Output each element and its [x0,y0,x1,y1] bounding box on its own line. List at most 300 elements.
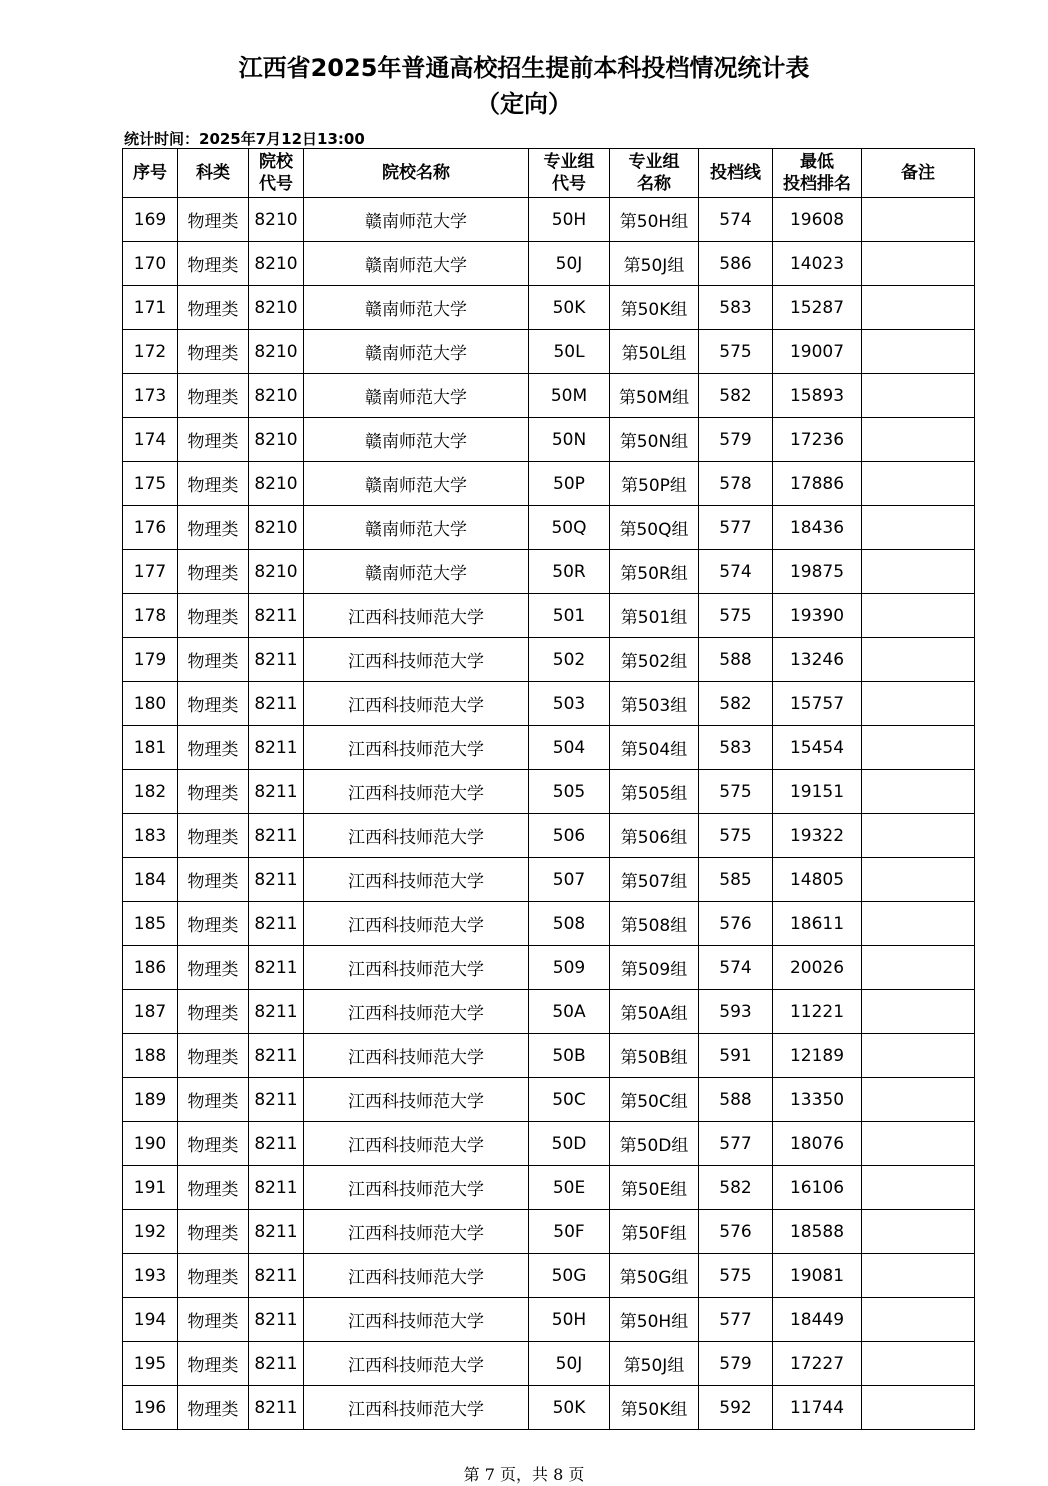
table-row [123,1122,975,1166]
table-row [123,814,975,858]
cell-group-name: 第50P组 [610,462,699,506]
cell-category: 物理类 [178,1386,249,1430]
table-row [123,638,975,682]
cell-note [862,990,975,1034]
cell-category: 物理类 [178,902,249,946]
cell-school-name: 江西科技师范大学 [304,1122,529,1166]
cell-category: 物理类 [178,1034,249,1078]
cell-school-code: 8211 [249,1386,304,1430]
cell-category: 物理类 [178,1342,249,1386]
cell-school-name: 江西科技师范大学 [304,638,529,682]
cell-note [862,1210,975,1254]
cell-seq: 173 [123,374,178,418]
cell-score-line: 577 [699,1298,773,1342]
cell-group-name: 第508组 [610,902,699,946]
header-row [123,149,975,198]
table-row [123,990,975,1034]
table-row [123,418,975,462]
table-row [123,770,975,814]
cell-school-code: 8211 [249,1122,304,1166]
header-group-code-line2: 代号 [552,174,586,194]
cell-group-code: 50D [529,1122,610,1166]
cell-note [862,550,975,594]
cell-score-line: 591 [699,1034,773,1078]
cell-min-rank: 15757 [773,682,862,726]
cell-group-code: 50K [529,1386,610,1430]
header-school-code-line1: 院校 [259,152,293,172]
cell-seq: 179 [123,638,178,682]
cell-school-code: 8211 [249,814,304,858]
cell-score-line: 577 [699,506,773,550]
cell-group-name: 第50M组 [610,374,699,418]
cell-school-name: 赣南师范大学 [304,330,529,374]
cell-category: 物理类 [178,946,249,990]
cell-school-name: 江西科技师范大学 [304,682,529,726]
header-min-rank [773,149,862,198]
cell-note [862,814,975,858]
cell-category: 物理类 [178,858,249,902]
header-note: 备注 [862,149,975,198]
cell-category: 物理类 [178,1298,249,1342]
cell-school-name: 赣南师范大学 [304,550,529,594]
cell-note [862,1078,975,1122]
cell-school-name: 赣南师范大学 [304,418,529,462]
cell-school-code: 8211 [249,1078,304,1122]
cell-score-line: 575 [699,814,773,858]
cell-seq: 187 [123,990,178,1034]
cell-school-name: 江西科技师范大学 [304,770,529,814]
cell-seq: 194 [123,1298,178,1342]
cell-min-rank: 18436 [773,506,862,550]
cell-category: 物理类 [178,462,249,506]
cell-note [862,770,975,814]
cell-min-rank: 19390 [773,594,862,638]
cell-school-name: 江西科技师范大学 [304,902,529,946]
cell-min-rank: 11221 [773,990,862,1034]
cell-school-name: 赣南师范大学 [304,506,529,550]
cell-score-line: 579 [699,1342,773,1386]
cell-seq: 172 [123,330,178,374]
cell-school-name: 江西科技师范大学 [304,726,529,770]
cell-note [862,418,975,462]
cell-school-name: 江西科技师范大学 [304,814,529,858]
cell-group-name: 第50L组 [610,330,699,374]
cell-seq: 183 [123,814,178,858]
cell-school-code: 8210 [249,198,304,242]
cell-note [862,638,975,682]
cell-note [862,1034,975,1078]
cell-school-name: 江西科技师范大学 [304,594,529,638]
cell-min-rank: 16106 [773,1166,862,1210]
cell-seq: 180 [123,682,178,726]
cell-note [862,1298,975,1342]
cell-score-line: 583 [699,286,773,330]
admission-table [122,148,975,1430]
cell-seq: 174 [123,418,178,462]
cell-group-name: 第50F组 [610,1210,699,1254]
cell-note [862,1254,975,1298]
cell-group-name: 第50Q组 [610,506,699,550]
cell-school-name: 江西科技师范大学 [304,1210,529,1254]
cell-group-name: 第50N组 [610,418,699,462]
header-school-name: 院校名称 [304,149,529,198]
cell-seq: 188 [123,1034,178,1078]
table-row [123,902,975,946]
table-row [123,462,975,506]
cell-school-code: 8211 [249,858,304,902]
cell-group-name: 第501组 [610,594,699,638]
cell-group-name: 第50J组 [610,242,699,286]
cell-school-name: 江西科技师范大学 [304,990,529,1034]
header-min-rank-line1: 最低 [800,152,834,172]
cell-category: 物理类 [178,330,249,374]
cell-category: 物理类 [178,638,249,682]
page-footer: 第 7 页，共 8 页 [463,1465,585,1484]
table-row [123,286,975,330]
cell-group-code: 50G [529,1254,610,1298]
cell-min-rank: 11744 [773,1386,862,1430]
cell-score-line: 576 [699,902,773,946]
cell-min-rank: 13246 [773,638,862,682]
cell-group-name: 第503组 [610,682,699,726]
cell-group-name: 第504组 [610,726,699,770]
cell-group-name: 第50R组 [610,550,699,594]
cell-note [862,1122,975,1166]
cell-group-name: 第50K组 [610,286,699,330]
cell-school-name: 赣南师范大学 [304,374,529,418]
cell-seq: 192 [123,1210,178,1254]
cell-school-name: 江西科技师范大学 [304,858,529,902]
cell-note [862,286,975,330]
cell-group-code: 50Q [529,506,610,550]
cell-note [862,682,975,726]
cell-category: 物理类 [178,374,249,418]
cell-group-name: 第507组 [610,858,699,902]
cell-school-name: 江西科技师范大学 [304,1342,529,1386]
cell-seq: 176 [123,506,178,550]
cell-min-rank: 12189 [773,1034,862,1078]
table-row [123,1034,975,1078]
cell-min-rank: 14023 [773,242,862,286]
cell-school-name: 江西科技师范大学 [304,1078,529,1122]
cell-group-code: 50H [529,198,610,242]
table-row [123,550,975,594]
cell-min-rank: 14805 [773,858,862,902]
cell-category: 物理类 [178,1078,249,1122]
cell-group-code: 507 [529,858,610,902]
table-header [123,149,975,198]
cell-category: 物理类 [178,1166,249,1210]
header-group-code [529,149,610,198]
cell-group-code: 50J [529,1342,610,1386]
cell-seq: 178 [123,594,178,638]
cell-group-code: 50F [529,1210,610,1254]
cell-school-code: 8210 [249,506,304,550]
cell-group-name: 第50H组 [610,1298,699,1342]
cell-group-code: 50C [529,1078,610,1122]
cell-school-code: 8211 [249,1254,304,1298]
cell-score-line: 575 [699,1254,773,1298]
cell-school-name: 江西科技师范大学 [304,1254,529,1298]
page-subtitle: （定向） [476,90,572,118]
table-row [123,858,975,902]
cell-seq: 190 [123,1122,178,1166]
cell-school-name: 江西科技师范大学 [304,1298,529,1342]
cell-seq: 171 [123,286,178,330]
cell-school-code: 8210 [249,418,304,462]
cell-note [862,858,975,902]
cell-note [862,902,975,946]
cell-note [862,462,975,506]
cell-min-rank: 19151 [773,770,862,814]
table-row [123,1386,975,1430]
cell-min-rank: 20026 [773,946,862,990]
cell-category: 物理类 [178,990,249,1034]
header-score-line: 投档线 [699,149,773,198]
cell-min-rank: 19608 [773,198,862,242]
cell-seq: 170 [123,242,178,286]
cell-school-code: 8211 [249,726,304,770]
cell-group-name: 第50J组 [610,1342,699,1386]
cell-school-code: 8211 [249,594,304,638]
cell-school-code: 8211 [249,1342,304,1386]
cell-min-rank: 19875 [773,550,862,594]
cell-score-line: 577 [699,1122,773,1166]
cell-min-rank: 18449 [773,1298,862,1342]
cell-score-line: 579 [699,418,773,462]
cell-school-name: 赣南师范大学 [304,242,529,286]
cell-score-line: 586 [699,242,773,286]
cell-group-code: 50E [529,1166,610,1210]
cell-group-code: 50K [529,286,610,330]
cell-school-name: 江西科技师范大学 [304,946,529,990]
cell-group-code: 50A [529,990,610,1034]
cell-school-name: 江西科技师范大学 [304,1386,529,1430]
cell-school-code: 8211 [249,946,304,990]
cell-group-code: 505 [529,770,610,814]
cell-group-code: 50R [529,550,610,594]
cell-group-name: 第505组 [610,770,699,814]
cell-note [862,594,975,638]
stat-time: 统计时间：2025年7月12日13:00 [124,130,365,148]
cell-note [862,374,975,418]
cell-category: 物理类 [178,1210,249,1254]
cell-min-rank: 19007 [773,330,862,374]
cell-score-line: 575 [699,770,773,814]
header-school-code-line2: 代号 [259,174,293,194]
cell-score-line: 578 [699,462,773,506]
header-seq: 序号 [123,149,178,198]
cell-score-line: 574 [699,198,773,242]
cell-school-name: 江西科技师范大学 [304,1034,529,1078]
cell-school-code: 8210 [249,374,304,418]
cell-seq: 191 [123,1166,178,1210]
cell-seq: 186 [123,946,178,990]
cell-school-name: 赣南师范大学 [304,286,529,330]
header-min-rank-line2: 投档排名 [783,174,851,194]
table-row [123,594,975,638]
cell-note [862,1386,975,1430]
cell-min-rank: 18588 [773,1210,862,1254]
table-row [123,1210,975,1254]
table-row [123,242,975,286]
cell-category: 物理类 [178,814,249,858]
page-title: 江西省2025年普通高校招生提前本科投档情况统计表 [238,54,810,82]
cell-category: 物理类 [178,1122,249,1166]
cell-group-name: 第506组 [610,814,699,858]
cell-score-line: 575 [699,594,773,638]
cell-group-code: 506 [529,814,610,858]
table-row [123,330,975,374]
cell-school-code: 8210 [249,462,304,506]
cell-score-line: 588 [699,1078,773,1122]
cell-group-code: 501 [529,594,610,638]
cell-group-code: 50P [529,462,610,506]
cell-school-name: 江西科技师范大学 [304,1166,529,1210]
cell-school-code: 8211 [249,682,304,726]
cell-score-line: 583 [699,726,773,770]
cell-score-line: 575 [699,330,773,374]
cell-category: 物理类 [178,594,249,638]
header-category: 科类 [178,149,249,198]
table-row [123,1342,975,1386]
cell-group-name: 第50C组 [610,1078,699,1122]
cell-seq: 195 [123,1342,178,1386]
cell-note [862,726,975,770]
cell-score-line: 574 [699,550,773,594]
header-school-code [249,149,304,198]
cell-category: 物理类 [178,550,249,594]
cell-group-name: 第50B组 [610,1034,699,1078]
cell-min-rank: 17886 [773,462,862,506]
cell-category: 物理类 [178,286,249,330]
cell-school-code: 8211 [249,1166,304,1210]
cell-school-code: 8211 [249,1210,304,1254]
table-row [123,1254,975,1298]
cell-school-name: 赣南师范大学 [304,198,529,242]
cell-score-line: 582 [699,374,773,418]
cell-group-name: 第502组 [610,638,699,682]
cell-school-code: 8211 [249,990,304,1034]
table-row [123,682,975,726]
cell-seq: 196 [123,1386,178,1430]
cell-score-line: 592 [699,1386,773,1430]
cell-score-line: 585 [699,858,773,902]
cell-group-code: 50B [529,1034,610,1078]
cell-group-name: 第50H组 [610,198,699,242]
cell-group-code: 50J [529,242,610,286]
cell-group-name: 第50K组 [610,1386,699,1430]
cell-note [862,506,975,550]
cell-group-name: 第50A组 [610,990,699,1034]
cell-group-code: 508 [529,902,610,946]
cell-seq: 184 [123,858,178,902]
cell-group-name: 第50E组 [610,1166,699,1210]
header-group-name-line2: 名称 [637,174,671,194]
cell-category: 物理类 [178,242,249,286]
table-row [123,1298,975,1342]
table-row [123,506,975,550]
cell-score-line: 582 [699,1166,773,1210]
cell-score-line: 574 [699,946,773,990]
cell-min-rank: 19081 [773,1254,862,1298]
cell-school-name: 赣南师范大学 [304,462,529,506]
cell-group-code: 504 [529,726,610,770]
table-row [123,1166,975,1210]
cell-score-line: 593 [699,990,773,1034]
cell-group-code: 50H [529,1298,610,1342]
table-row [123,1078,975,1122]
cell-score-line: 576 [699,1210,773,1254]
cell-note [862,1166,975,1210]
cell-category: 物理类 [178,418,249,462]
cell-note [862,946,975,990]
table-body [123,198,975,1430]
cell-group-code: 50N [529,418,610,462]
cell-school-code: 8211 [249,1034,304,1078]
cell-note [862,330,975,374]
cell-category: 物理类 [178,770,249,814]
cell-note [862,242,975,286]
cell-min-rank: 18076 [773,1122,862,1166]
cell-school-code: 8211 [249,770,304,814]
cell-note [862,1342,975,1386]
cell-group-name: 第509组 [610,946,699,990]
cell-min-rank: 18611 [773,902,862,946]
cell-school-code: 8210 [249,286,304,330]
cell-seq: 177 [123,550,178,594]
header-group-name-line1: 专业组 [628,152,680,172]
cell-school-code: 8210 [249,330,304,374]
cell-min-rank: 15287 [773,286,862,330]
cell-school-code: 8210 [249,550,304,594]
cell-score-line: 582 [699,682,773,726]
cell-min-rank: 15454 [773,726,862,770]
cell-seq: 169 [123,198,178,242]
cell-category: 物理类 [178,198,249,242]
cell-seq: 182 [123,770,178,814]
cell-group-code: 509 [529,946,610,990]
cell-category: 物理类 [178,1254,249,1298]
cell-min-rank: 19322 [773,814,862,858]
table-row [123,374,975,418]
cell-seq: 185 [123,902,178,946]
cell-school-code: 8211 [249,1298,304,1342]
cell-min-rank: 15893 [773,374,862,418]
cell-min-rank: 17236 [773,418,862,462]
header-group-name [610,149,699,198]
cell-group-name: 第50G组 [610,1254,699,1298]
table-row [123,726,975,770]
table-row [123,946,975,990]
cell-group-code: 50M [529,374,610,418]
cell-school-code: 8211 [249,902,304,946]
cell-min-rank: 17227 [773,1342,862,1386]
cell-note [862,198,975,242]
cell-group-code: 502 [529,638,610,682]
cell-category: 物理类 [178,682,249,726]
cell-min-rank: 13350 [773,1078,862,1122]
cell-score-line: 588 [699,638,773,682]
cell-seq: 193 [123,1254,178,1298]
table-row [123,198,975,242]
cell-seq: 181 [123,726,178,770]
cell-group-code: 503 [529,682,610,726]
header-group-code-line1: 专业组 [543,152,595,172]
cell-group-code: 50L [529,330,610,374]
cell-school-code: 8211 [249,638,304,682]
cell-school-code: 8210 [249,242,304,286]
